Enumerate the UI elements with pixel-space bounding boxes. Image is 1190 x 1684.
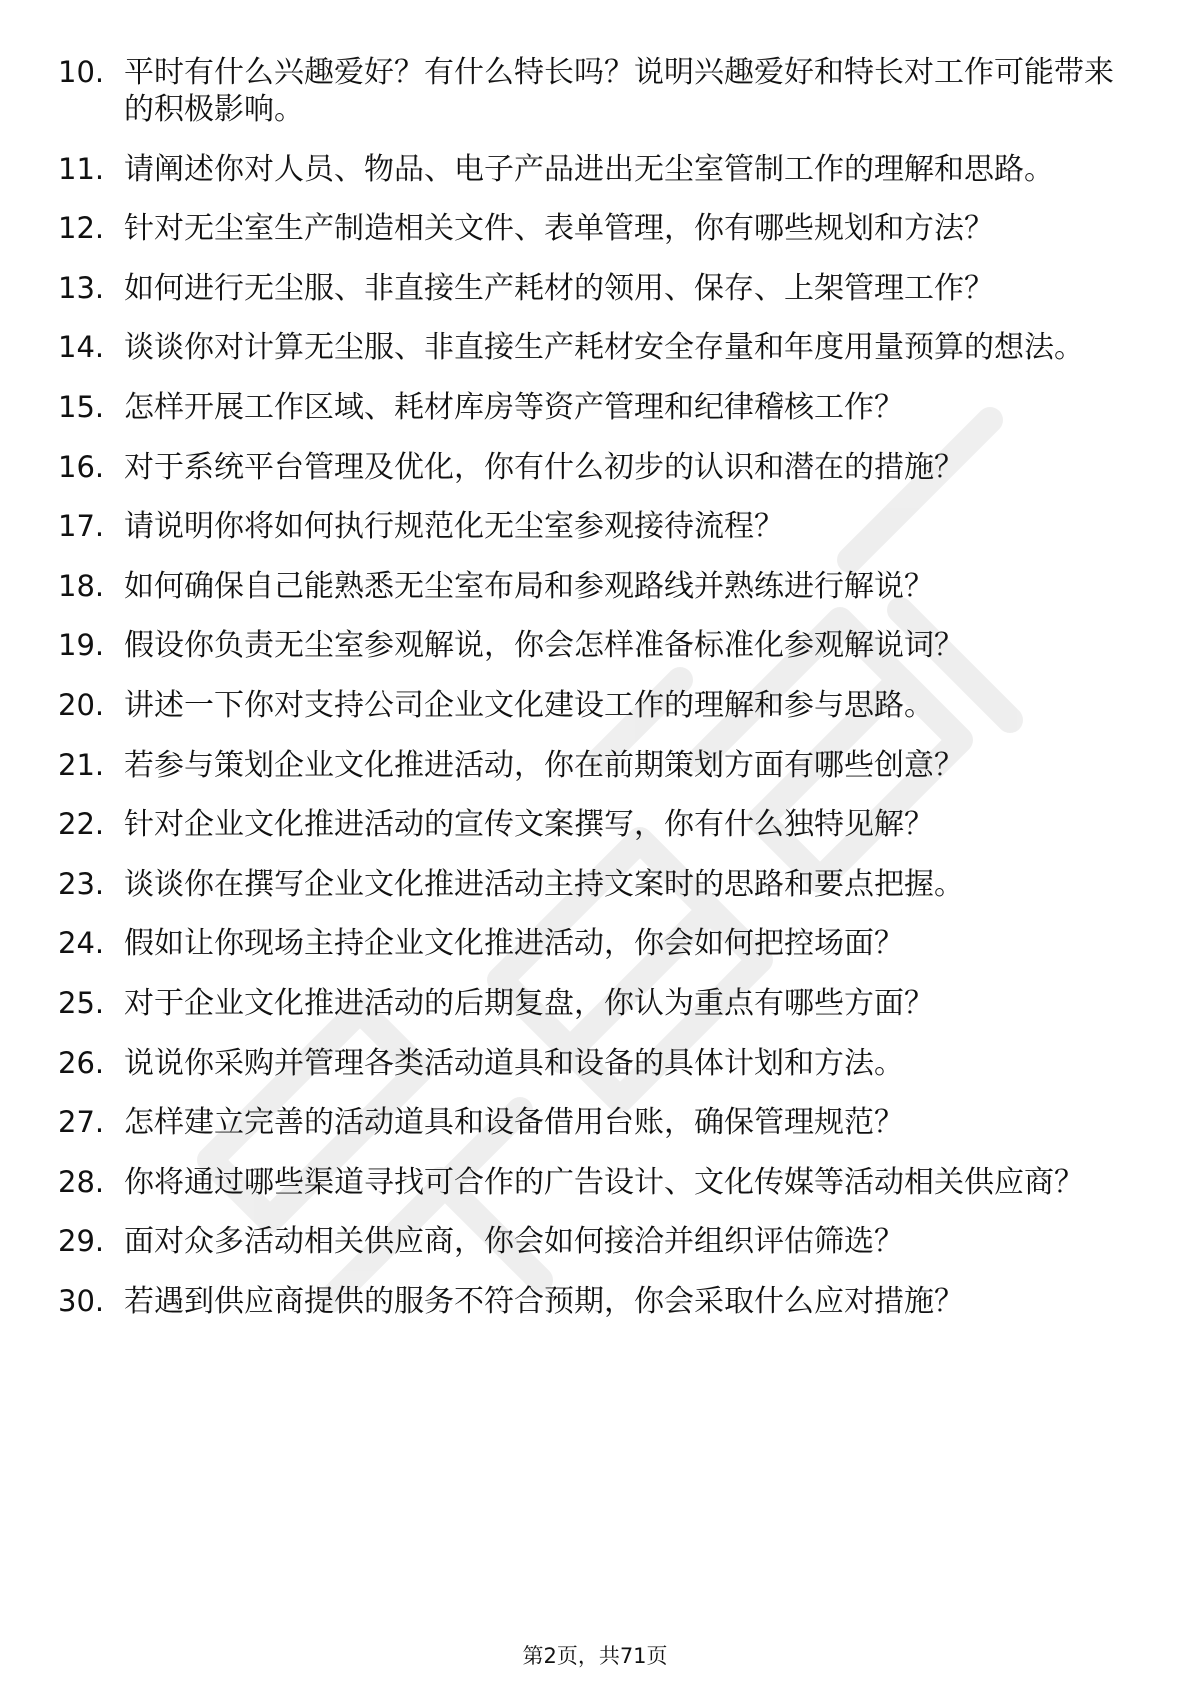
question-item xyxy=(58,687,1138,724)
question-text: 怎样建立完善的活动道具和设备借用台账，确保管理规范？ xyxy=(124,1105,904,1141)
question-number: 23. xyxy=(58,866,105,901)
question-item xyxy=(58,866,1138,903)
question-item xyxy=(58,568,1138,605)
question-text: 如何确保自己能熟悉无尘室布局和参观路线并熟练进行解说？ xyxy=(124,568,934,604)
question-item xyxy=(58,985,1138,1022)
question-text: 说说你采购并管理各类活动道具和设备的具体计划和方法。 xyxy=(124,1045,904,1081)
question-number: 16. xyxy=(58,449,105,484)
question-text: 谈谈你在撰写企业文化推进活动主持文案时的思路和要点把握。 xyxy=(124,866,964,902)
question-text: 如何进行无尘服、非直接生产耗材的领用、保存、上架管理工作？ xyxy=(124,270,994,306)
question-item xyxy=(58,270,1138,307)
question-item xyxy=(58,806,1138,843)
question-number: 29. xyxy=(58,1224,105,1259)
question-text: 你将通过哪些渠道寻找可合作的广告设计、文化传媒等活动相关供应商？ xyxy=(124,1164,1084,1200)
question-text: 针对无尘室生产制造相关文件、表单管理，你有哪些规划和方法？ xyxy=(124,211,994,247)
question-text: 对于企业文化推进活动的后期复盘，你认为重点有哪些方面？ xyxy=(124,985,934,1021)
question-number: 25. xyxy=(58,985,105,1020)
question-item xyxy=(58,54,1138,128)
question-number: 30. xyxy=(58,1283,105,1318)
question-item xyxy=(58,1283,1138,1320)
question-text: 平时有什么兴趣爱好？有什么特长吗？说明兴趣爱好和特长对工作可能带来的积极影响。 xyxy=(124,55,1114,127)
question-number: 15. xyxy=(58,389,105,424)
question-number: 27. xyxy=(58,1105,105,1140)
question-text: 若遇到供应商提供的服务不符合预期，你会采取什么应对措施？ xyxy=(124,1283,964,1319)
question-item xyxy=(58,449,1138,486)
question-item xyxy=(58,1104,1138,1141)
question-number: 28. xyxy=(58,1164,105,1199)
question-number: 12. xyxy=(58,211,105,246)
question-number: 24. xyxy=(58,926,105,961)
question-number: 18. xyxy=(58,568,105,603)
question-text: 请阐述你对人员、物品、电子产品进出无尘室管制工作的理解和思路。 xyxy=(124,151,1054,187)
question-text: 假设你负责无尘室参观解说，你会怎样准备标准化参观解说词？ xyxy=(124,628,964,664)
question-item xyxy=(58,1045,1138,1082)
question-item xyxy=(58,925,1138,962)
question-item xyxy=(58,508,1138,545)
question-item xyxy=(58,747,1138,784)
question-number: 20. xyxy=(58,687,105,722)
question-number: 26. xyxy=(58,1045,105,1080)
question-text: 假如让你现场主持企业文化推进活动，你会如何把控场面？ xyxy=(124,926,904,962)
question-item xyxy=(58,627,1138,664)
question-text: 面对众多活动相关供应商，你会如何接洽并组织评估筛选？ xyxy=(124,1224,904,1260)
question-number: 19. xyxy=(58,628,105,663)
question-item xyxy=(58,1223,1138,1260)
question-item xyxy=(58,1164,1138,1201)
question-list xyxy=(58,54,1138,1342)
question-item xyxy=(58,329,1138,366)
question-item xyxy=(58,151,1138,188)
question-number: 14. xyxy=(58,330,105,365)
question-text: 谈谈你对计算无尘服、非直接生产耗材安全存量和年度用量预算的想法。 xyxy=(124,330,1084,366)
question-number: 11. xyxy=(58,151,105,186)
question-text: 针对企业文化推进活动的宣传文案撰写，你有什么独特见解？ xyxy=(124,807,934,843)
question-text: 怎样开展工作区域、耗材库房等资产管理和纪律稽核工作？ xyxy=(124,389,904,425)
question-number: 21. xyxy=(58,747,105,782)
question-number: 10. xyxy=(58,55,105,89)
question-text: 若参与策划企业文化推进活动，你在前期策划方面有哪些创意？ xyxy=(124,747,964,783)
question-text: 对于系统平台管理及优化，你有什么初步的认识和潜在的措施？ xyxy=(124,449,964,485)
question-number: 13. xyxy=(58,270,105,305)
question-item xyxy=(58,389,1138,426)
question-number: 17. xyxy=(58,509,105,544)
question-number: 22. xyxy=(58,807,105,842)
question-item xyxy=(58,210,1138,247)
question-text: 讲述一下你对支持公司企业文化建设工作的理解和参与思路。 xyxy=(124,687,934,723)
page-number: 第2页，共71页 xyxy=(522,1644,668,1668)
question-text: 请说明你将如何执行规范化无尘室参观接待流程？ xyxy=(124,509,784,545)
